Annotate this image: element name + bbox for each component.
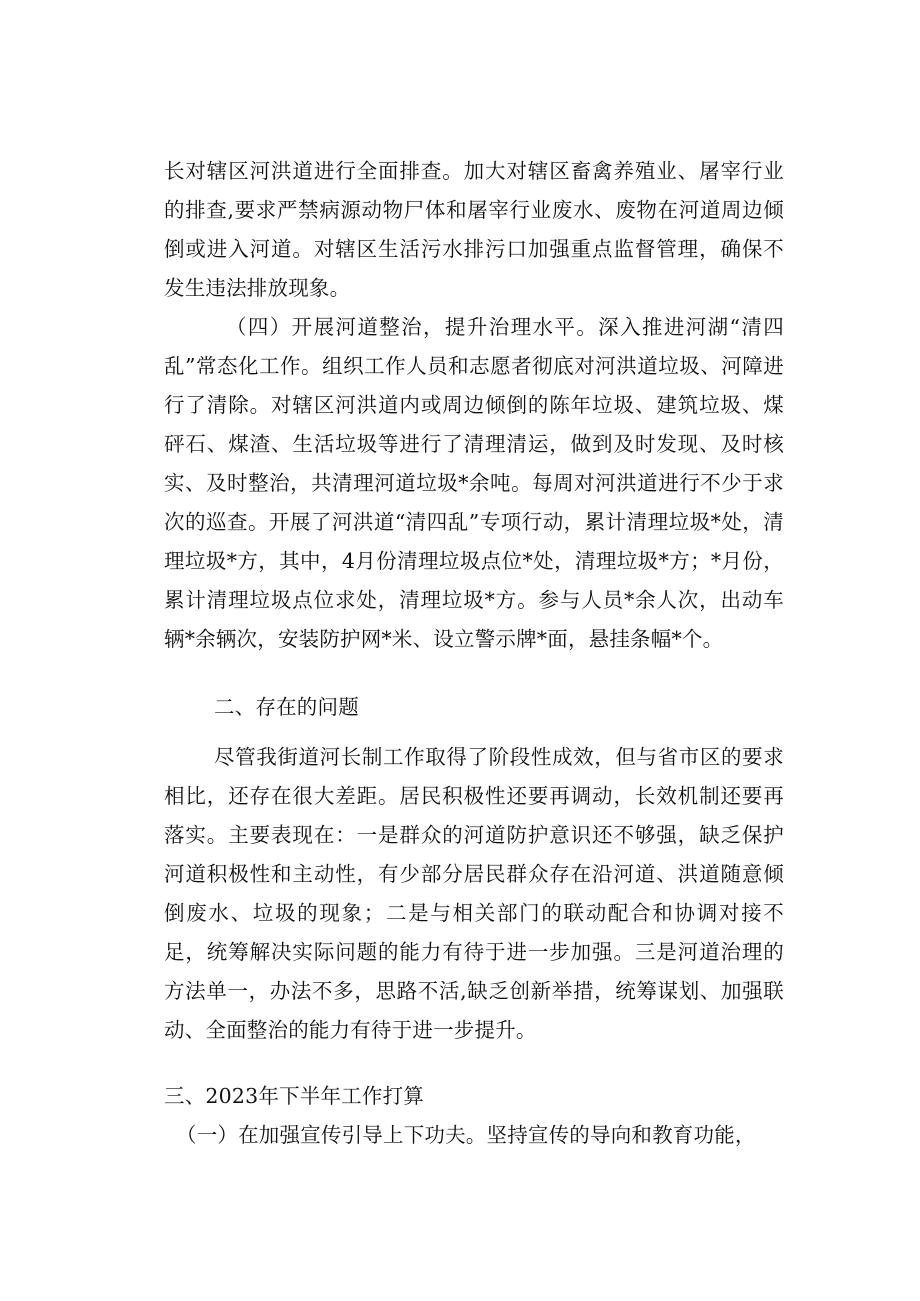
heading-existing-problems: 二、存在的问题 — [214, 695, 359, 719]
heading-work-plan: 三、2023年下半年工作打算 — [164, 1084, 424, 1108]
paragraph-problems: 尽管我街道河长制工作取得了阶段性成效，但与省市区的要求相比，还存在很大差距。居民积极性还要再调动，长效机制还要再落实。主要表现在：一是群众的河道防护意识还不够强，缺乏保护河道积极性和主动性，有少部分居民群众存在沿河道、洪道随意倾倒废水、垃圾的现象；二是与相关部门的联动配合和协调对接不足，统筹解决实际问题的能力有待于进一步加强。三是河道治理的方法单一，办法不多，思路不活,缺乏创新举措，统筹谋划、加强联动、全面整治的能力有待于进一步提升。 — [164, 745, 784, 1042]
paragraph-section-four: （四）开展河道整治，提升治理水平。深入推进河湖“清四乱”常态化工作。组织工作人员和志愿者彻底对河洪道垃圾、河障进行了清除。对辖区河洪道内或周边倾倒的陈年垃圾、建筑垃圾、煤砰石、煤渣、生活垃圾等进行了清理清运，做到及时发现、及时核实、及时整治，共清理河道垃圾*余吨。每周对河洪道进行不少于求次的巡查。开展了河洪道“清四乱”专项行动，累计清理垃圾*处，清理垃圾*方，其中，4月份清理垃圾点位*处，清理垃圾*方；*月份，累计清理垃圾点位求处，清理垃圾*方。参与人员*余人次，出动车辆*余辆次，安装防护网*米、设立警示牌*面，悬挂条幅*个。 — [164, 315, 784, 651]
paragraph-continued: 长对辖区河洪道进行全面排查。加大对辖区畜禽养殖业、屠宰行业的排查,要求严禁病源动物尸体和屠宰行业废水、废物在河道周边倾倒或进入河道。对辖区生活污水排污口加强重点监督管理，确保不发生违法排放现象。 — [164, 159, 784, 300]
paragraph-plan-item-one: （一）在加强宣传引导上下功夫。坚持宣传的导向和教育功能， — [176, 1123, 756, 1147]
